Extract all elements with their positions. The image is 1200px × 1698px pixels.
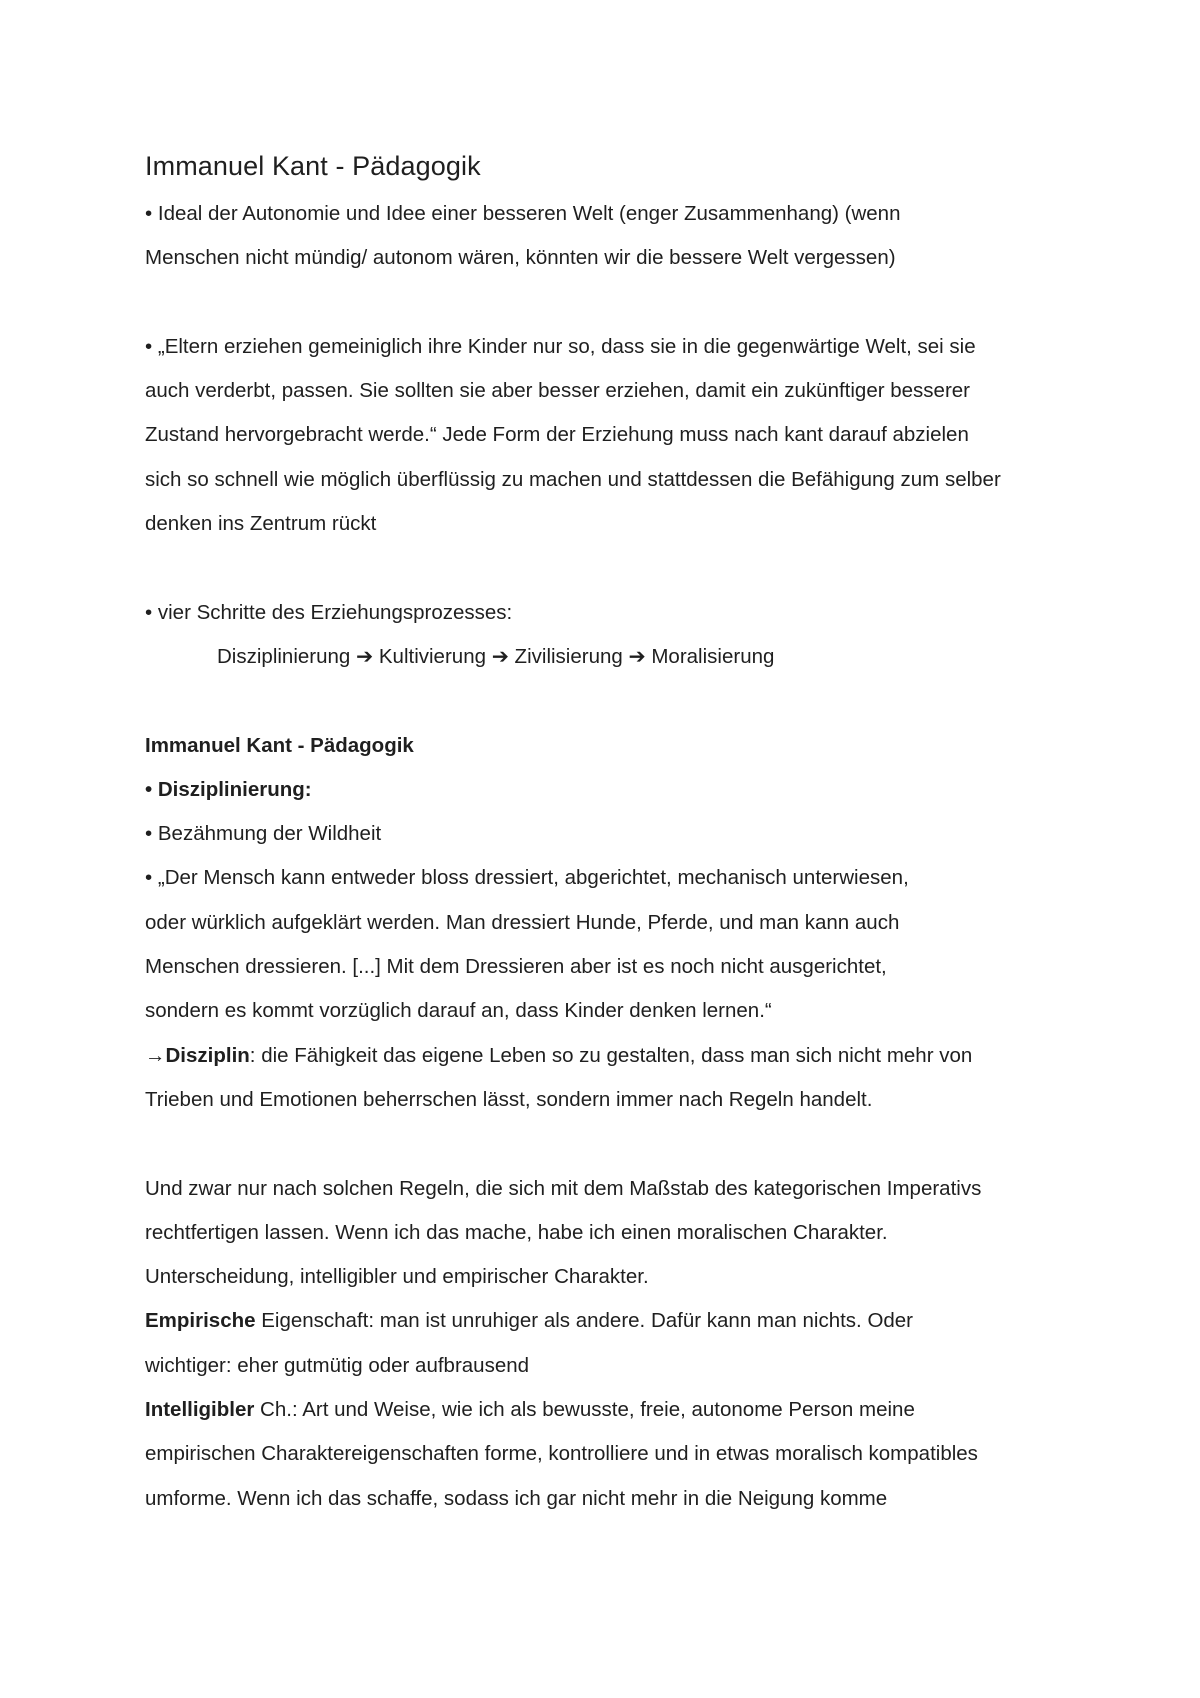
- text-line: rechtfertigen lassen. Wenn ich das mache, habe ich einen moralischen Charakter.: [145, 1220, 888, 1244]
- section-heading: • Disziplinierung:: [145, 777, 312, 801]
- paragraph-four-steps: [145, 591, 1105, 680]
- page-title: Immanuel Kant - Pädagogik: [145, 151, 481, 181]
- text-line: • Bezähmung der Wildheit: [145, 822, 382, 846]
- text-line: Menschen nicht mündig/ autonom wären, könnten wir die bessere Welt vergessen): [145, 246, 896, 270]
- text-line: wichtiger: eher gutmütig oder aufbrausend: [145, 1353, 530, 1377]
- steps-sequence: Disziplinierung ➔ Kultivierung ➔ Zivilisierung ➔ Moralisierung: [217, 644, 775, 668]
- text-line: • „Der Mensch kann entweder bloss dressiert, abgerichtet, mechanisch unterwiesen,: [145, 866, 909, 890]
- blank-line: [145, 679, 1105, 723]
- text-line: Und zwar nur nach solchen Regeln, die sich mit dem Maßstab des kategorischen Imperativs: [145, 1176, 982, 1200]
- text-line: sich so schnell wie möglich überflüssig zu machen und stattdessen die Befähigung zum selber: [145, 467, 1001, 491]
- text-line: oder würklich aufgeklärt werden. Man dressiert Hunde, Pferde, und man kann auch: [145, 910, 900, 934]
- text-line: sondern es kommt vorzüglich darauf an, dass Kinder denken lernen.“: [145, 999, 772, 1023]
- text-line: • vier Schritte des Erziehungsprozesses:: [145, 600, 513, 624]
- text-line: Trieben und Emotionen beherrschen lässt, sondern immer nach Regeln handelt.: [145, 1087, 873, 1111]
- text-line: empirischen Charaktereigenschaften forme, kontrolliere und in etwas moralisch kompatibles: [145, 1442, 978, 1466]
- text-line: • Ideal der Autonomie und Idee einer besseren Welt (enger Zusammenhang) (wenn: [145, 202, 901, 225]
- definition-text: : die Fähigkeit das eigene Leben so zu gestalten, dass man sich nicht mehr von: [249, 1043, 973, 1067]
- term-disziplin: →Disziplin: [145, 1043, 250, 1067]
- text-line: [145, 1388, 1105, 1432]
- section-disziplinierung: [145, 724, 1105, 1123]
- text-line: • „Eltern erziehen gemeiniglich ihre Kinder nur so, dass sie in die gegenwärtige Welt, sei sie: [145, 334, 976, 358]
- text-line: denken ins Zentrum rückt: [145, 512, 377, 536]
- text-line: [145, 1299, 1105, 1343]
- text-line: auch verderbt, passen. Sie sollten sie aber besser erziehen, damit ein zukünftiger besserer: [145, 379, 971, 403]
- text-line: Menschen dressieren. [...] Mit dem Dressieren aber ist es noch nicht ausgerichtet,: [145, 955, 887, 979]
- paragraph-charakter: [145, 1167, 1105, 1521]
- paragraph-eltern-quote: [145, 325, 1105, 546]
- blank-line: [145, 1122, 1105, 1166]
- paragraph-autonomy: [145, 192, 1105, 281]
- definition-text: Ch.: Art und Weise, wie ich als bewusste, freie, autonome Person meine: [254, 1398, 915, 1422]
- document-page: [145, 140, 1105, 1521]
- term-intelligibler: Intelligibler: [145, 1398, 255, 1422]
- text-line: Unterscheidung, intelligibler und empirischer Charakter.: [145, 1265, 649, 1289]
- blank-line: [145, 546, 1105, 590]
- section-title: Immanuel Kant - Pädagogik: [145, 733, 414, 757]
- term-empirische: Empirische: [145, 1309, 256, 1333]
- text-line: Zustand hervorgebracht werde.“ Jede Form der Erziehung muss nach kant darauf abzielen: [145, 423, 969, 447]
- text-line: umforme. Wenn ich das schaffe, sodass ich gar nicht mehr in die Neigung komme: [145, 1486, 888, 1510]
- blank-line: [145, 281, 1105, 325]
- definition-text: Eigenschaft: man ist unruhiger als andere. Dafür kann man nichts. Oder: [255, 1309, 914, 1333]
- text-line: [145, 1034, 1105, 1078]
